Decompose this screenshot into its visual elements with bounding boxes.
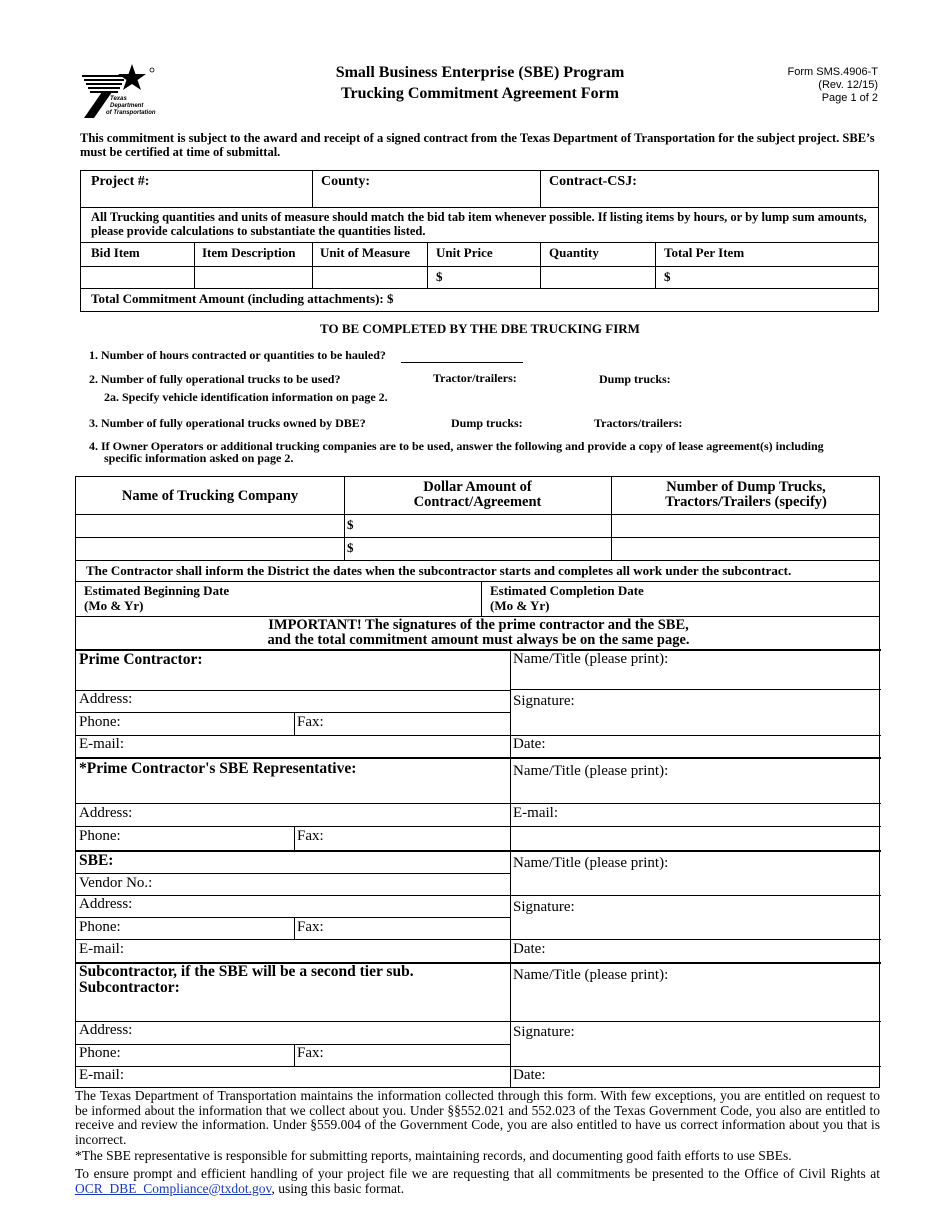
prime-fax[interactable]: Fax: [297,714,324,730]
sbe-representative-note: *The SBE representative is responsible for submitting reports, maintaining records, and documenting good faith efforts to use SBEs. [75,1148,792,1163]
estimated-completion-date[interactable] [490,583,644,613]
sbe-date[interactable]: Date: [513,941,546,957]
col-item-description: Item Description [202,245,296,260]
bid-item-field[interactable] [81,267,194,288]
trucking-table [75,476,880,1088]
question-4-cont: specific information asked on page 2. [104,451,294,465]
contract-csj-label: Contract-CSJ: [549,174,637,189]
project-number-label: Project #: [91,174,150,189]
total-commitment-amount[interactable]: Total Commitment Amount (including attachments): $ [91,291,394,306]
q2-dump-trucks[interactable]: Dump trucks: [599,372,671,386]
form-number: Form SMS.4906-T [787,66,878,78]
prime-email[interactable]: E-mail: [79,736,124,752]
sub-address[interactable]: Address: [79,1022,133,1038]
sbe-email[interactable]: E-mail: [79,941,124,957]
subcontractor-label-line-2: Subcontractor: [79,979,180,996]
sbe-rep-phone[interactable]: Phone: [79,828,121,844]
completion-date-label: Estimated Completion Date [490,583,644,598]
sbe-rep-address[interactable]: Address: [79,805,133,821]
col-number-of-trucks-line-2: Tractors/Trailers (specify) [665,494,827,510]
col-quantity: Quantity [549,245,599,260]
txdot-logo [80,62,160,118]
intro-statement: This commitment is subject to the award and receipt of a signed contract from the Texas Department of Transportation for the subject project. SBE’s must be certified at time of submittal. [80,131,875,159]
question-4: 4. If Owner Operators or additional trucking companies are to be used, answer the following and provide a copy of lease agreement(s) including [89,439,824,453]
col-total-per-item: Total Per Item [664,245,745,260]
sbe-rep-fax[interactable]: Fax: [297,828,324,844]
trucking-company-field-1[interactable] [76,515,344,537]
sub-signature[interactable]: Signature: [513,1024,575,1040]
col-bid-item: Bid Item [91,245,140,260]
prime-date[interactable]: Date: [513,736,546,752]
beginning-date-label: Estimated Beginning Date [84,583,230,598]
trucks-field-1[interactable] [612,515,880,537]
sub-phone[interactable]: Phone: [79,1045,121,1061]
project-number-field[interactable] [81,191,312,207]
county-label: County: [321,174,371,189]
col-dollar-amount-line-1: Dollar Amount of [423,479,532,495]
subcontractor-label-line-1: Subcontractor, if the SBE will be a second tier sub. [79,963,414,980]
sbe-rep-name-title[interactable]: Name/Title (please print): [513,763,669,779]
submission-tail: , using this basic format. [271,1180,405,1196]
important-line-1: IMPORTANT! The signatures of the prime contractor and the SBE, [268,617,689,633]
question-1: 1. Number of hours contracted or quantities to be hauled? [89,348,386,362]
form-revision: (Rev. 12/15) [818,79,878,91]
q3-dump-trucks[interactable]: Dump trucks: [451,416,523,430]
sbe-phone[interactable]: Phone: [79,919,121,935]
important-line-2: and the total commitment amount must always be on the same page. [267,632,690,648]
title-line-2: Trucking Commitment Agreement Form [340,85,619,102]
project-table [80,170,879,312]
county-field[interactable] [313,191,540,207]
form-title [280,62,680,104]
sub-email[interactable]: E-mail: [79,1067,124,1083]
estimated-beginning-date[interactable] [84,583,229,613]
submission-instructions [75,1167,880,1196]
q2-tractor-trailers[interactable]: Tractor/trailers: [433,371,517,385]
hours-quantity-field[interactable] [401,362,523,363]
sbe-vendor-no[interactable]: Vendor No.: [79,875,153,891]
sbe-signature[interactable]: Signature: [513,899,575,915]
sbe-name-title[interactable]: Name/Title (please print): [513,855,669,871]
total-per-item-dollar[interactable]: $ [664,269,671,284]
dollar-amount-field-2[interactable]: $ [347,540,354,555]
ocr-email-link[interactable]: OCR_DBE_Compliance@txdot.gov [75,1180,272,1196]
item-description-field[interactable] [195,267,312,288]
submission-text: To ensure prompt and efficient handling of your project file we are requesting that all commitments be presented to the Office of Civil Rights at [75,1166,880,1181]
contract-csj-field[interactable] [541,191,879,207]
form-identifier [760,66,878,105]
dbe-section-heading: TO BE COMPLETED BY THE DBE TRUCKING FIRM [320,321,640,336]
col-number-of-trucks-line-1: Number of Dump Trucks, [666,479,826,495]
q3-tractors-trailers[interactable]: Tractors/trailers: [594,416,683,430]
prime-address[interactable]: Address: [79,691,133,707]
question-3: 3. Number of fully operational trucks owned by DBE? [89,416,366,430]
question-2a: 2a. Specify vehicle identification information on page 2. [104,390,388,404]
sbe-address[interactable]: Address: [79,896,133,912]
question-2: 2. Number of fully operational trucks to be used? [89,372,341,386]
col-unit-price: Unit Price [436,245,493,260]
sbe-rep-email[interactable]: E-mail: [513,805,558,821]
col-dollar-amount-line-2: Contract/Agreement [413,494,542,510]
col-trucking-company: Name of Trucking Company [121,488,299,504]
prime-signature[interactable]: Signature: [513,693,575,709]
col-number-of-trucks [611,480,881,510]
sbe-rep-label: *Prime Contractor's SBE Representative: [79,760,357,777]
sub-fax[interactable]: Fax: [297,1045,324,1061]
col-dollar-amount [344,480,611,510]
trucks-field-2[interactable] [612,538,880,560]
privacy-notice: The Texas Department of Transportation maintains the information collected through this form. With few exceptions, you are entitled on request to be informed about the information that we collect about you. Under §§552.021 and 552.023 of the Texas Government Code, you also are entitled to receive and review the information. Under §559.004 of the Government Code, you are also entitled to have us correct information about you that is incorrect. [75,1088,880,1147]
quantity-field[interactable] [541,267,655,288]
prime-name-title[interactable]: Name/Title (please print): [513,651,669,667]
title-line-1: Small Business Enterprise (SBE) Program [335,64,625,81]
logo-text-1: Texas [110,96,127,102]
sbe-fax[interactable]: Fax: [297,919,324,935]
quantities-note: All Trucking quantities and units of measure should match the bid tab item whenever possible. If listing items by hours, or by lump sum amounts, please provide calculations to substantiate the quantities listed. [91,210,867,238]
logo-text-2: Department [110,103,144,109]
beginning-date-format: (Mo & Yr) [84,598,144,613]
important-notice [76,618,881,648]
sub-date[interactable]: Date: [513,1067,546,1083]
sbe-label: SBE: [79,852,114,869]
prime-contractor-label: Prime Contractor: [79,651,203,668]
col-unit-of-measure: Unit of Measure [320,245,411,260]
district-notice: The Contractor shall inform the District the dates when the subcontractor starts and completes all work under the subcontract. [86,563,792,578]
sub-name-title[interactable]: Name/Title (please print): [513,967,669,983]
page-number: Page 1 of 2 [821,92,878,104]
subcontractor-label [79,964,414,996]
completion-date-format: (Mo & Yr) [490,598,550,613]
dollar-amount-field-1[interactable]: $ [347,517,354,532]
unit-price-dollar[interactable]: $ [436,269,443,284]
trucking-company-field-2[interactable] [76,538,344,560]
prime-phone[interactable]: Phone: [79,714,121,730]
logo-text-3: of Transportation [106,110,156,116]
unit-of-measure-field[interactable] [313,267,427,288]
